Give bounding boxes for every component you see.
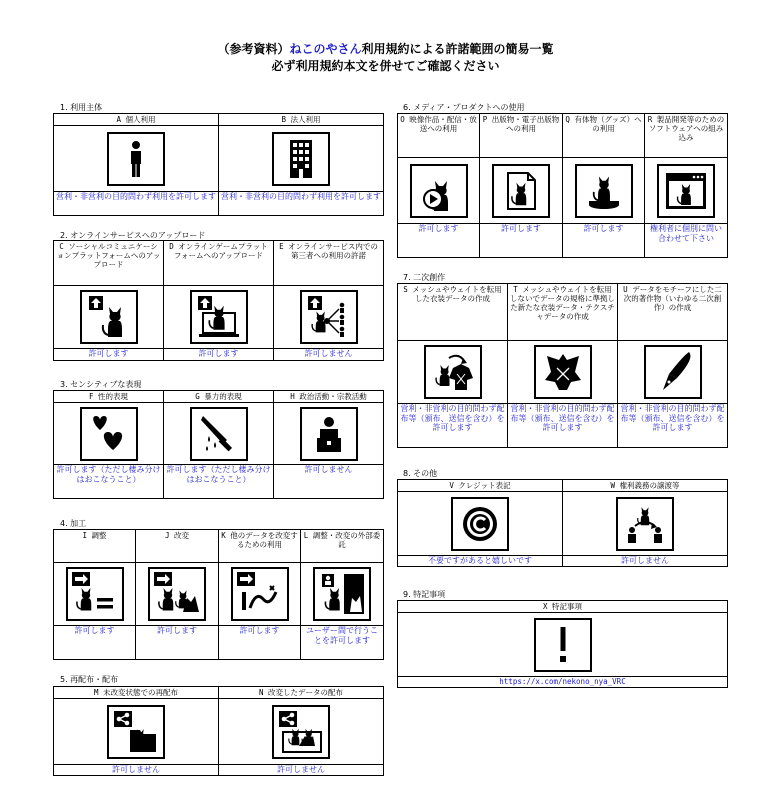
share-modified-icon <box>272 705 330 759</box>
answer-political-religious: 許可しません <box>274 465 384 499</box>
section-label-processing: 4. 加工 <box>60 519 87 528</box>
header-outsourcing: L 調整・改変の外部委託 <box>301 530 384 563</box>
header-derivative-work: U データをモチーフにした二次的著作物（いわゆる二次創作）の作成 <box>618 284 728 341</box>
header-personal-use: A 個人利用 <box>54 114 219 126</box>
header-social-upload: C ソーシャルコミュニケーションプラットフォームへのアップロード <box>54 241 164 286</box>
header-credit: V クレジット表記 <box>398 480 563 492</box>
document-title-line2: 必ず利用規約本文を併せてご確認ください <box>271 59 500 73</box>
answer-new-costume: 営利・非営利の目的問わず配布等（頒布、送信を含む）を許可します <box>508 404 618 448</box>
header-political-religious: H 政治活動・宗教活動 <box>274 391 384 403</box>
document-icon <box>492 164 550 218</box>
podium-icon <box>300 407 358 461</box>
header-publication: P 出版物・電子出版物への利用 <box>480 114 563 158</box>
upload-share-icon <box>300 290 358 344</box>
outsource-icon <box>313 567 371 621</box>
answer-video-broadcast: 許可します <box>398 224 480 258</box>
title-suffix: 利用規約による許諾範囲の簡易一覧 <box>361 42 554 56</box>
section-table-usage-subject <box>53 113 384 216</box>
header-use-for-other-data: K 他のデータを改変するための利用 <box>219 530 301 563</box>
section-label-online-upload: 2. オンラインサービスへのアップロード <box>60 231 206 240</box>
answer-modified-distribution: 許可しません <box>219 765 384 776</box>
transfer-icon <box>616 497 674 551</box>
knife-icon <box>190 407 248 461</box>
header-third-party-license: E オンラインサービス内での第三者への利用の許諾 <box>274 241 384 286</box>
section-table-processing <box>53 529 384 660</box>
section-table-special-notes <box>397 600 728 688</box>
answer-violent-expression: 許可します（ただし棲み分けはおこなうこと） <box>164 465 274 499</box>
document-title-line1 <box>0 40 771 57</box>
upload-monitor-icon <box>190 290 248 344</box>
answer-social-upload: 許可します <box>54 349 164 361</box>
answer-sexual-expression: 許可します（ただし棲み分けはおこなうこと） <box>54 465 164 499</box>
header-software: R 製品開発等のためのソフトウェアへの組み込み <box>645 114 728 158</box>
answer-modification: 許可します <box>136 626 219 660</box>
answer-adjustment: 許可します <box>54 626 136 660</box>
twitter-profile-link[interactable]: https://x.com/nekono_nya_VRC <box>398 677 728 688</box>
answer-unmodified-redistribution: 許可しません <box>54 765 219 776</box>
section-label-media-product: 6. メディア・プロダクトへの使用 <box>403 103 525 112</box>
costume-new-icon <box>534 345 592 399</box>
section-label-other: 8. その他 <box>403 469 438 478</box>
section-table-derivative <box>397 283 728 448</box>
video-icon <box>410 164 468 218</box>
modify-icon <box>148 567 206 621</box>
section-table-online-upload <box>53 240 384 361</box>
title-prefix: （参考資料） <box>217 42 290 56</box>
answer-corporate-use: 営利・非営利の目的問わず利用を許可します <box>219 192 384 216</box>
header-video-broadcast: O 映像作品・配信・放送への利用 <box>398 114 480 158</box>
answer-rights-transfer: 許可しません <box>563 556 728 567</box>
building-icon <box>272 132 330 186</box>
exclamation-icon <box>534 618 592 672</box>
answer-credit: 不要ですがあると嬉しいです <box>398 556 563 567</box>
section-table-redistribution <box>53 686 384 776</box>
answer-outsourcing: ユーザー間で行うことを許可します <box>301 626 384 660</box>
costume-mesh-icon <box>424 345 482 399</box>
section-table-media-product <box>397 113 728 258</box>
header-modified-distribution: N 改変したデータの配布 <box>219 687 384 699</box>
section-table-other <box>397 479 728 567</box>
header-corporate-use: B 法人利用 <box>219 114 384 126</box>
section-label-derivative: 7. 二次創作 <box>403 273 446 282</box>
header-rights-transfer: W 権利義務の譲渡等 <box>563 480 728 492</box>
share-folder-icon <box>107 705 165 759</box>
header-modification: J 改変 <box>136 530 219 563</box>
answer-goods: 許可します <box>563 224 645 258</box>
adjust-icon <box>66 567 124 621</box>
header-goods: Q 有体物（グッズ）への利用 <box>563 114 645 158</box>
answer-mesh-costume: 営利・非営利の目的問わず配布等（頒布、送信を含む）を許可します <box>398 404 508 448</box>
answer-third-party-license: 許可しません <box>274 349 384 361</box>
header-new-costume: T メッシュやウェイトを転用しないでデータの規格に準拠した新たな衣装データ・テクスチャデータの作成 <box>508 284 618 341</box>
header-unmodified-redistribution: M 未改変状態での再配布 <box>54 687 219 699</box>
software-icon <box>657 164 715 218</box>
hearts-icon <box>80 407 138 461</box>
header-sexual-expression: F 性的表現 <box>54 391 164 403</box>
upload-cat-icon <box>80 290 138 344</box>
copyright-icon <box>451 497 509 551</box>
goods-icon <box>575 164 633 218</box>
header-mesh-costume: S メッシュやウェイトを転用した衣装データの作成 <box>398 284 508 341</box>
section-label-special-notes: 9. 特記事項 <box>403 590 446 599</box>
answer-game-upload: 許可します <box>164 349 274 361</box>
answer-derivative-work: 営利・非営利の目的問わず配布等（頒布、送信を含む）を許可します <box>618 404 728 448</box>
title-brand-name: ねこのやさん <box>289 42 362 56</box>
section-table-sensitive <box>53 390 384 499</box>
section-label-sensitive: 3. センシティブな表現 <box>60 380 142 389</box>
answer-use-for-other-data: 許可します <box>219 626 301 660</box>
use-other-icon <box>231 567 289 621</box>
header-special-notes: X 特記事項 <box>398 601 728 613</box>
section-label-usage-subject: 1. 利用主体 <box>60 103 103 112</box>
answer-personal-use: 営利・非営利の目的問わず利用を許可します <box>54 192 219 216</box>
header-game-upload: D オンラインゲームプラットフォームへのアップロード <box>164 241 274 286</box>
section-label-redistribution: 5. 再配布・配布 <box>60 675 119 684</box>
answer-software: 権利者に個別に問い合わせて下さい <box>645 224 728 258</box>
answer-publication: 許可します <box>480 224 563 258</box>
header-violent-expression: G 暴力的表現 <box>164 391 274 403</box>
person-icon <box>107 132 165 186</box>
header-adjustment: I 調整 <box>54 530 136 563</box>
pen-icon <box>644 345 702 399</box>
